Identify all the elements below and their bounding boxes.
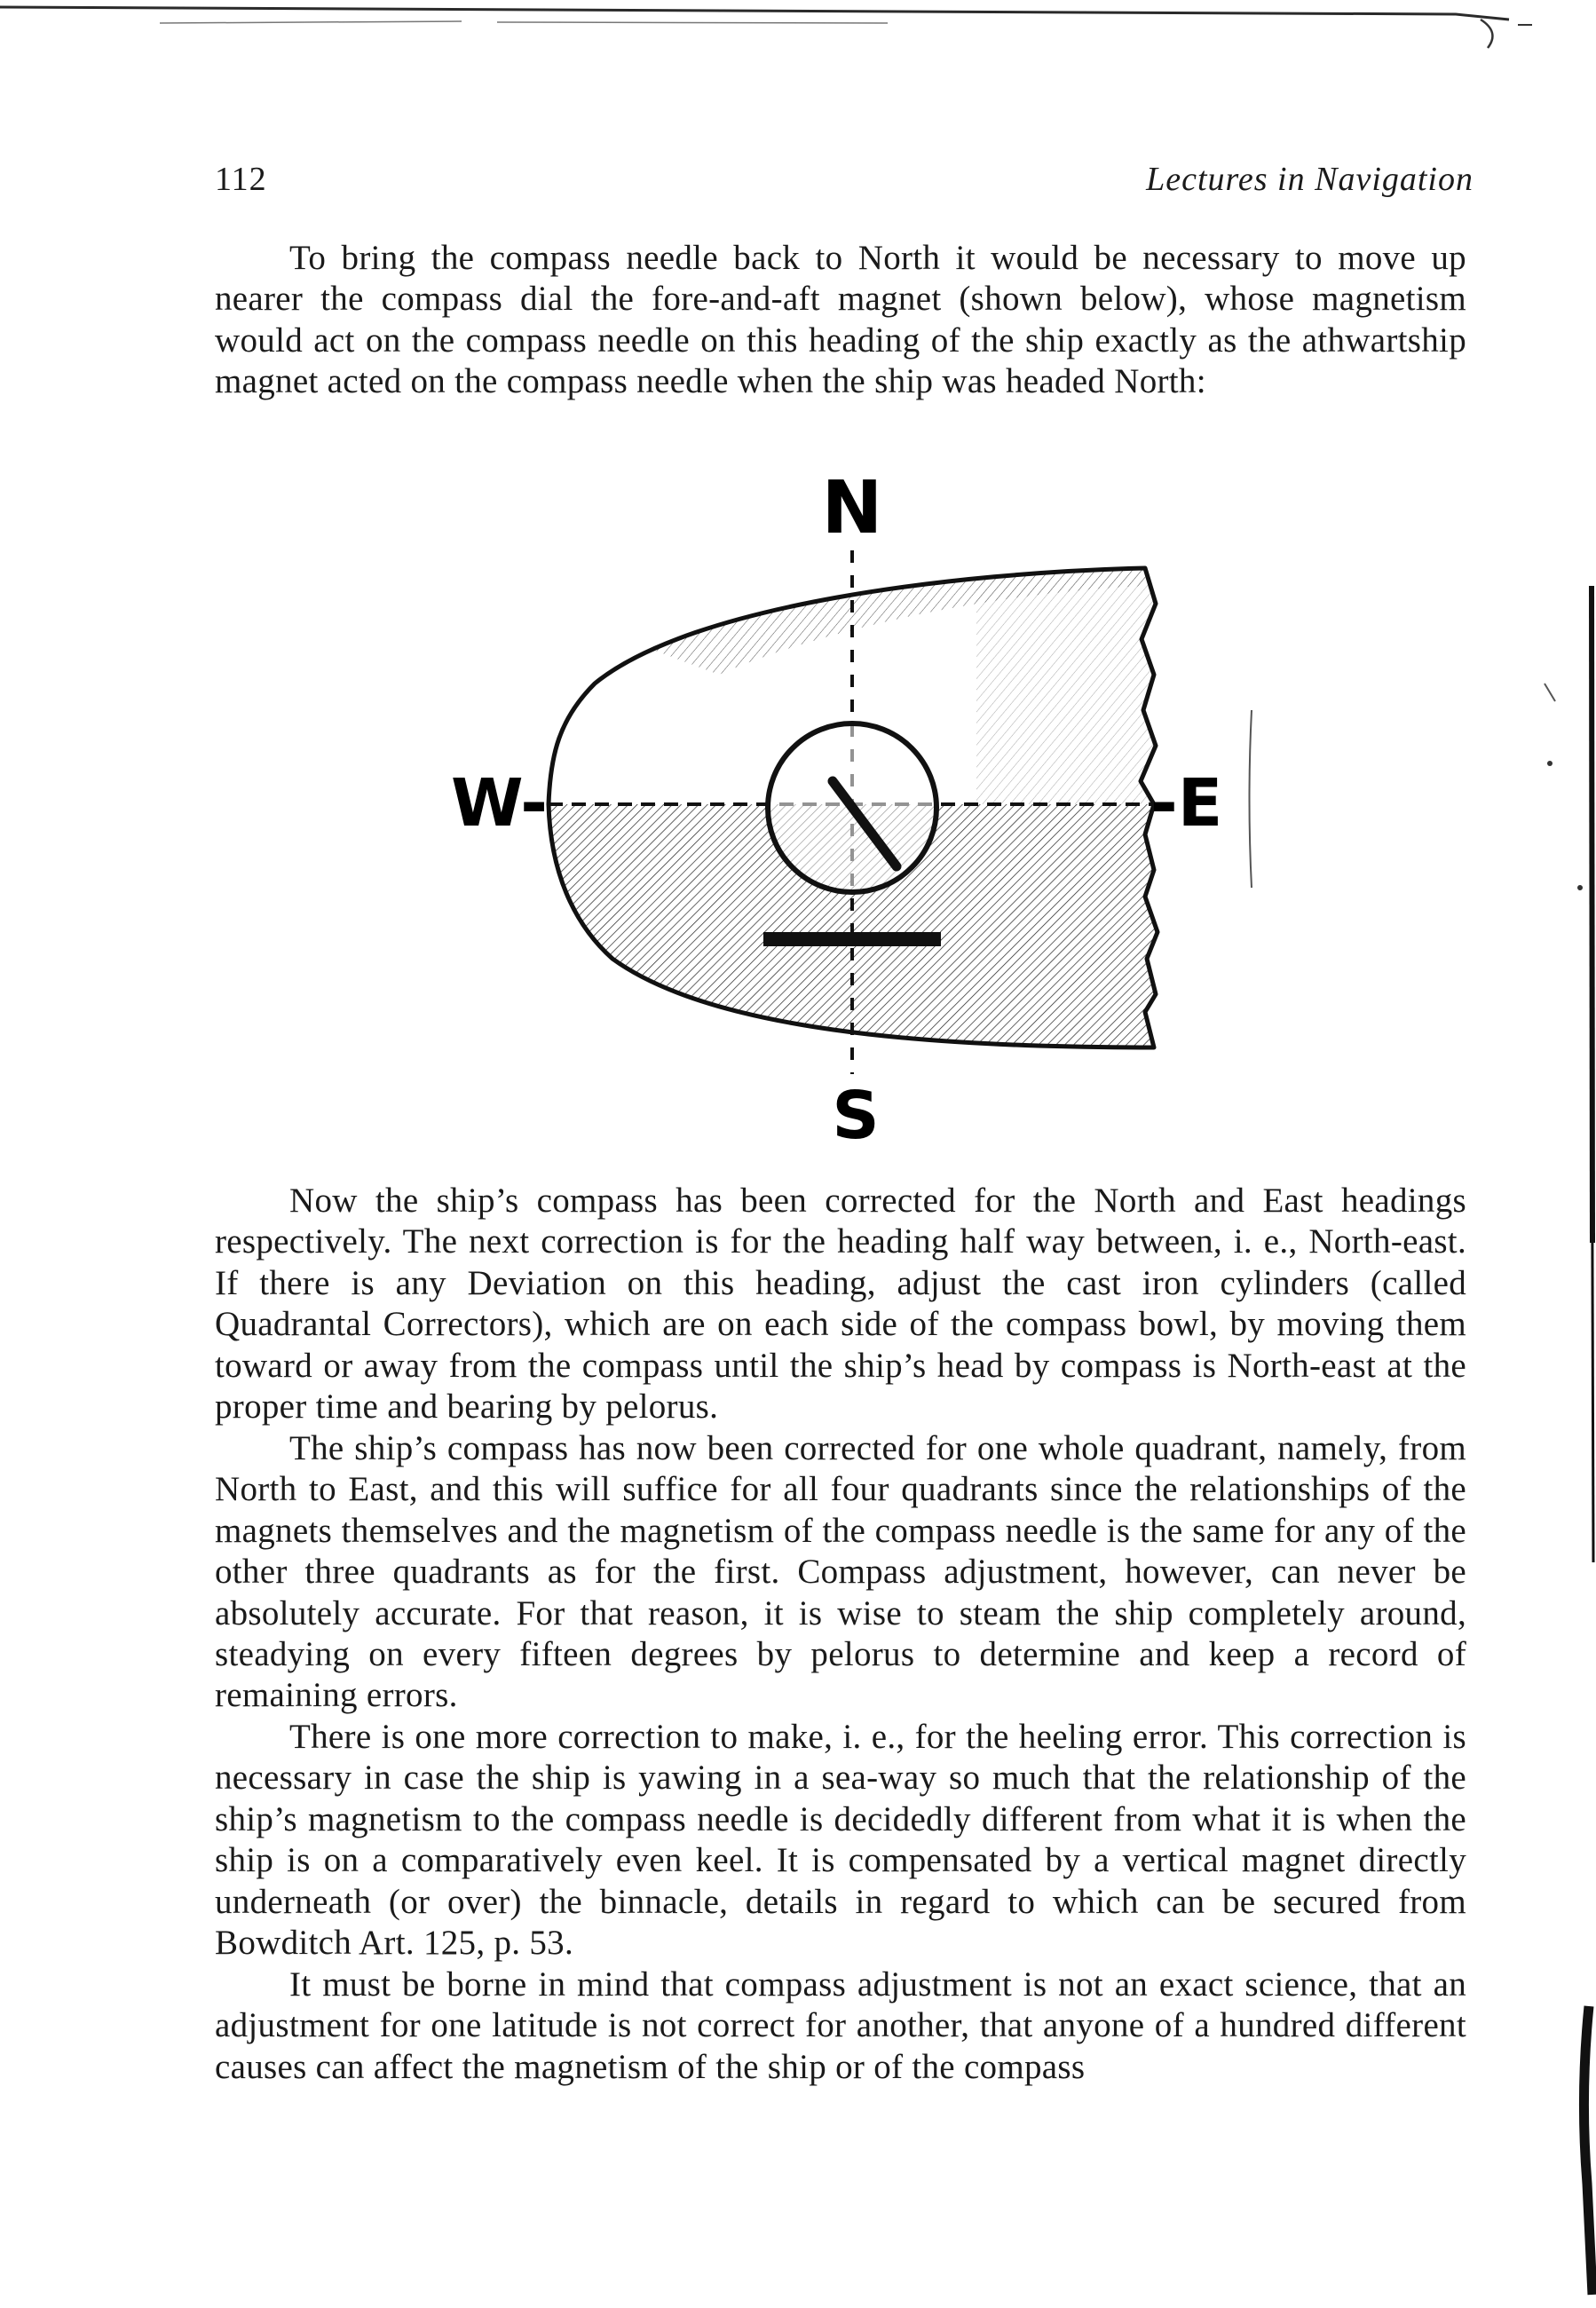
north-label: N (821, 466, 883, 550)
south-label: S (832, 1078, 880, 1154)
west-label: W- (450, 765, 548, 842)
paragraph-2: Now the ship’s compass has been corrected for the North and East headings respectively. The next correction is for the heading half way between, i. e., North-east. If there is any Deviation on this heading, adjust the cast iron cylinders (called Quadrantal Correctors), which are on each side of the compass bowl, by moving them toward or away from the compass until the ship’s head by compass is North-east at the proper time and bearing by pelorus. (215, 1182, 1466, 1427)
scan-edge-right (1509, 533, 1596, 2299)
ship-compass-diagram (426, 462, 1278, 1163)
paragraph-5: It must be borne in mind that compass adjustment is not an exact science, that an adjustment for one latitude is not correct for another, that anyone of a hundred different causes can affect the magnetism of the ship or of the compass (215, 1965, 1466, 2086)
running-title: Lectures in Navigation (1146, 161, 1474, 198)
east-label: -E (1150, 765, 1223, 842)
compass-correction-figure (426, 462, 1278, 1163)
fore-and-aft-magnet (763, 932, 941, 946)
paragraph-4: There is one more correction to make, i. e., for the heeling error. This correction is necessary in case the ship is yawing in a sea-way so much that the relationship of the ship’s magnetism to the compass needle is decidedly different from what it is when the ship is on a comparatively even keel. It is compensated by a vertical magnet directly underneath (or over) the binnacle, details in regard to which can be secured from Bowditch Art. 125, p. 53. (215, 1718, 1466, 1963)
scan-edge-top (0, 0, 1596, 53)
paragraph-3: The ship’s compass has now been corrected for one whole quadrant, namely, from North to East, and this will suffice for all four quadrants since the relationships of the magnets themselves and the magnetism of the compass needle is the same for any of the other three quadrants as for the first. Compass adjustment, however, can never be absolutely accurate. For that reason, it is wise to steam the ship completely around, steadying on every fifteen degrees by pelorus to determine and keep a record of remaining errors. (215, 1429, 1466, 1715)
paragraph-1: To bring the compass needle back to North it would be necessary to move up nearer the compass dial the fore-and-aft magnet (shown below), whose magnetism would act on the compass needle on this heading of the ship exactly as the athwartship magnet acted on the compass needle when the ship was headed North: (215, 239, 1466, 401)
running-head (215, 160, 1474, 213)
page-number: 112 (215, 161, 267, 198)
